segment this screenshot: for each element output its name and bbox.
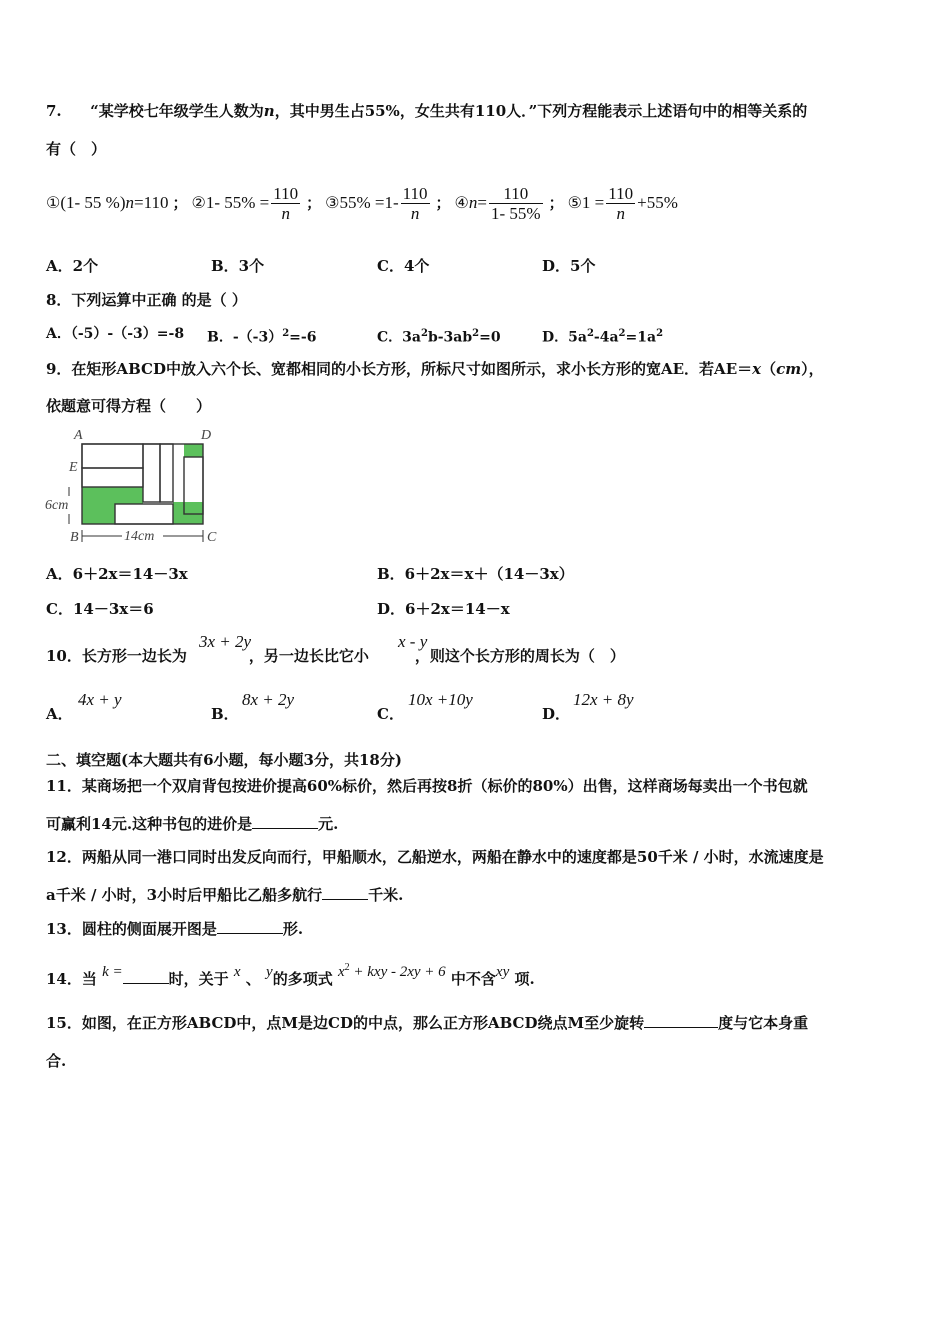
q9-figure xyxy=(44,424,224,546)
small-rect-h2 xyxy=(82,468,143,487)
section-2-heading: 二、填空题(本大题共有6小题，每小题3分，共18分) xyxy=(46,751,402,769)
q9-option-d[interactable]: D．6＋2x＝14－x xyxy=(377,600,510,618)
q13-line: 13．圆柱的侧面展开图是 形. xyxy=(46,920,304,938)
q9-option-a[interactable]: A．6＋2x＝14－3x xyxy=(46,565,188,583)
label-e: E xyxy=(69,460,78,475)
q14-answer-blank[interactable] xyxy=(123,969,169,984)
q7-number: 7. xyxy=(46,102,62,120)
shade-left-step xyxy=(115,487,143,504)
q10-expr-length: 3x + 2y xyxy=(199,632,252,651)
q8-option-c[interactable]: C．$3a^2b-3ab^2=0$ xyxy=(377,328,501,346)
q8-option-a[interactable]: A．（-5）-（-3）=-8 xyxy=(46,326,185,342)
q8-stem: 8．下列运算中正确 的是（ ） xyxy=(46,291,247,309)
q7-eq3: ③ 55% =1- $\frac{110}{n}$ xyxy=(325,183,428,223)
q13-answer-blank[interactable] xyxy=(217,919,283,934)
label-6cm: 6cm xyxy=(45,498,69,513)
q10-option-c-letter[interactable]: C． xyxy=(377,705,404,723)
q11-line1: 11．某商场把一个双肩背包按进价提高60%标价，然后再按8折（标价的80%）出售，这样商场每卖出一个书包就 xyxy=(46,777,808,795)
q10-option-a-letter[interactable]: A． xyxy=(46,705,73,723)
small-rect-h1 xyxy=(82,444,143,468)
q10-option-b-letter[interactable]: B． xyxy=(211,705,239,723)
q10-option-c-expr[interactable]: 10x +10y xyxy=(408,690,473,709)
shade-top-right xyxy=(184,444,203,457)
label-c: C xyxy=(207,530,217,545)
q7-eq2: ② 1- 55% = $\frac{110}{n}$ xyxy=(191,183,299,223)
q7-stem-line1: 7. “某学校七年级学生人数为n，其中男生占55%，女生共有110人．”下列方程能表示上述语句中的相等关系的 xyxy=(46,102,808,120)
q7-eq4-fraction: $\frac{110}{1- 55\%}$ xyxy=(490,183,541,223)
q9-stem-line1: 9．在矩形ABCD中放入六个长、宽都相同的小长方形，所标尺寸如图所示，求小长方形的宽AE．若AE＝x（cm）， xyxy=(46,360,824,378)
small-rect-v1 xyxy=(143,444,160,502)
q10-option-d-letter[interactable]: D． xyxy=(542,705,571,723)
q15-line1: 15．如图，在正方形ABCD中，点M是边CD的中点，那么正方形ABCD绕点M至少旋转 度与它本身重 xyxy=(46,1014,809,1032)
q14-line: 14．当 k = 时，关于 x 、 y的多项式 $x^2$ + kxy - 2xy + 6 中不含xy 项. xyxy=(46,962,535,988)
q10-stem-text: 10．长方形一边长为 ，另一边长比它小 ，则这个长方形的周长为（ ） xyxy=(46,647,625,665)
small-rect-bottom xyxy=(115,504,173,524)
q7-eq5: ⑤ 1 = $\frac{110}{n}$ +55% xyxy=(567,183,678,223)
q7-equations: ① (1- 55 %) n =110 ； ② 1- 55% = $\frac{110}{n}$ ； ③ 55% =1- $\frac{110}{n}$ ； ④ n = $\frac{110}{1- 55\%}$ ； ⑤ 1 = $\frac{110}{n}$ +55% xyxy=(46,183,678,223)
q7-eq5-fraction: $\frac{110}{n}$ xyxy=(608,183,634,223)
q9-stem-line2: 依题意可得方程（ ） xyxy=(46,397,212,415)
q7-eq4: ④ n = $\frac{110}{1- 55\%}$ xyxy=(454,183,541,223)
label-d: D xyxy=(201,428,212,443)
q7-stem-line2: 有（ ） xyxy=(46,140,107,158)
q7-eq3-fraction: $\frac{110}{n}$ xyxy=(402,183,428,223)
q7-option-c[interactable]: C．4个 xyxy=(377,257,430,275)
q14-polynomial: $x^2$ + kxy - 2xy + 6 xyxy=(337,962,446,980)
q10-option-a-expr[interactable]: 4x + y xyxy=(78,690,122,709)
q7-option-d[interactable]: D．5个 xyxy=(542,257,596,275)
q11-line2: 可赢利14元.这种书包的进价是 元. xyxy=(46,815,339,833)
label-b: B xyxy=(70,530,79,545)
q10-option-b-expr[interactable]: 8x + 2y xyxy=(242,690,295,709)
label-a: A xyxy=(74,428,83,443)
q9-option-c[interactable]: C．14－3x＝6 xyxy=(46,600,154,618)
q10-expr-diff: x - y xyxy=(398,632,428,651)
label-14cm: 14cm xyxy=(124,529,155,544)
q7-option-b[interactable]: B．3个 xyxy=(211,257,265,275)
q12-line1: 12．两船从同一港口同时出发反向而行，甲船顺水，乙船逆水，两船在静水中的速度都是50千米 / 小时，水流速度是 xyxy=(46,848,824,866)
q7-eq1: ① (1- 55 %) n =110 xyxy=(46,193,169,212)
q8-option-b[interactable]: B．$-(-3)^2=-6$ xyxy=(207,328,317,346)
q11-answer-blank[interactable] xyxy=(252,814,318,829)
q12-line2: a千米 / 小时，3小时后甲船比乙船多航行 千米. xyxy=(46,886,404,904)
q10-option-d-expr[interactable]: 12x + 8y xyxy=(573,690,634,709)
shade-left-block xyxy=(82,487,115,524)
q7-option-a[interactable]: A．2个 xyxy=(46,257,99,275)
q15-answer-blank[interactable] xyxy=(644,1013,718,1028)
q9-option-b[interactable]: B．6＋2x＝x＋（14－3x） xyxy=(377,565,574,583)
shade-right-bottom xyxy=(173,502,203,524)
q8-option-d[interactable]: D．$5a^2-4a^2=1a^2$ xyxy=(542,328,664,346)
small-rect-v2 xyxy=(160,444,173,502)
q12-answer-blank[interactable] xyxy=(322,885,368,900)
q15-line2: 合. xyxy=(46,1052,67,1070)
q14-k-label: k = xyxy=(102,964,123,980)
q7-eq2-fraction: $\frac{110}{n}$ xyxy=(273,183,299,223)
